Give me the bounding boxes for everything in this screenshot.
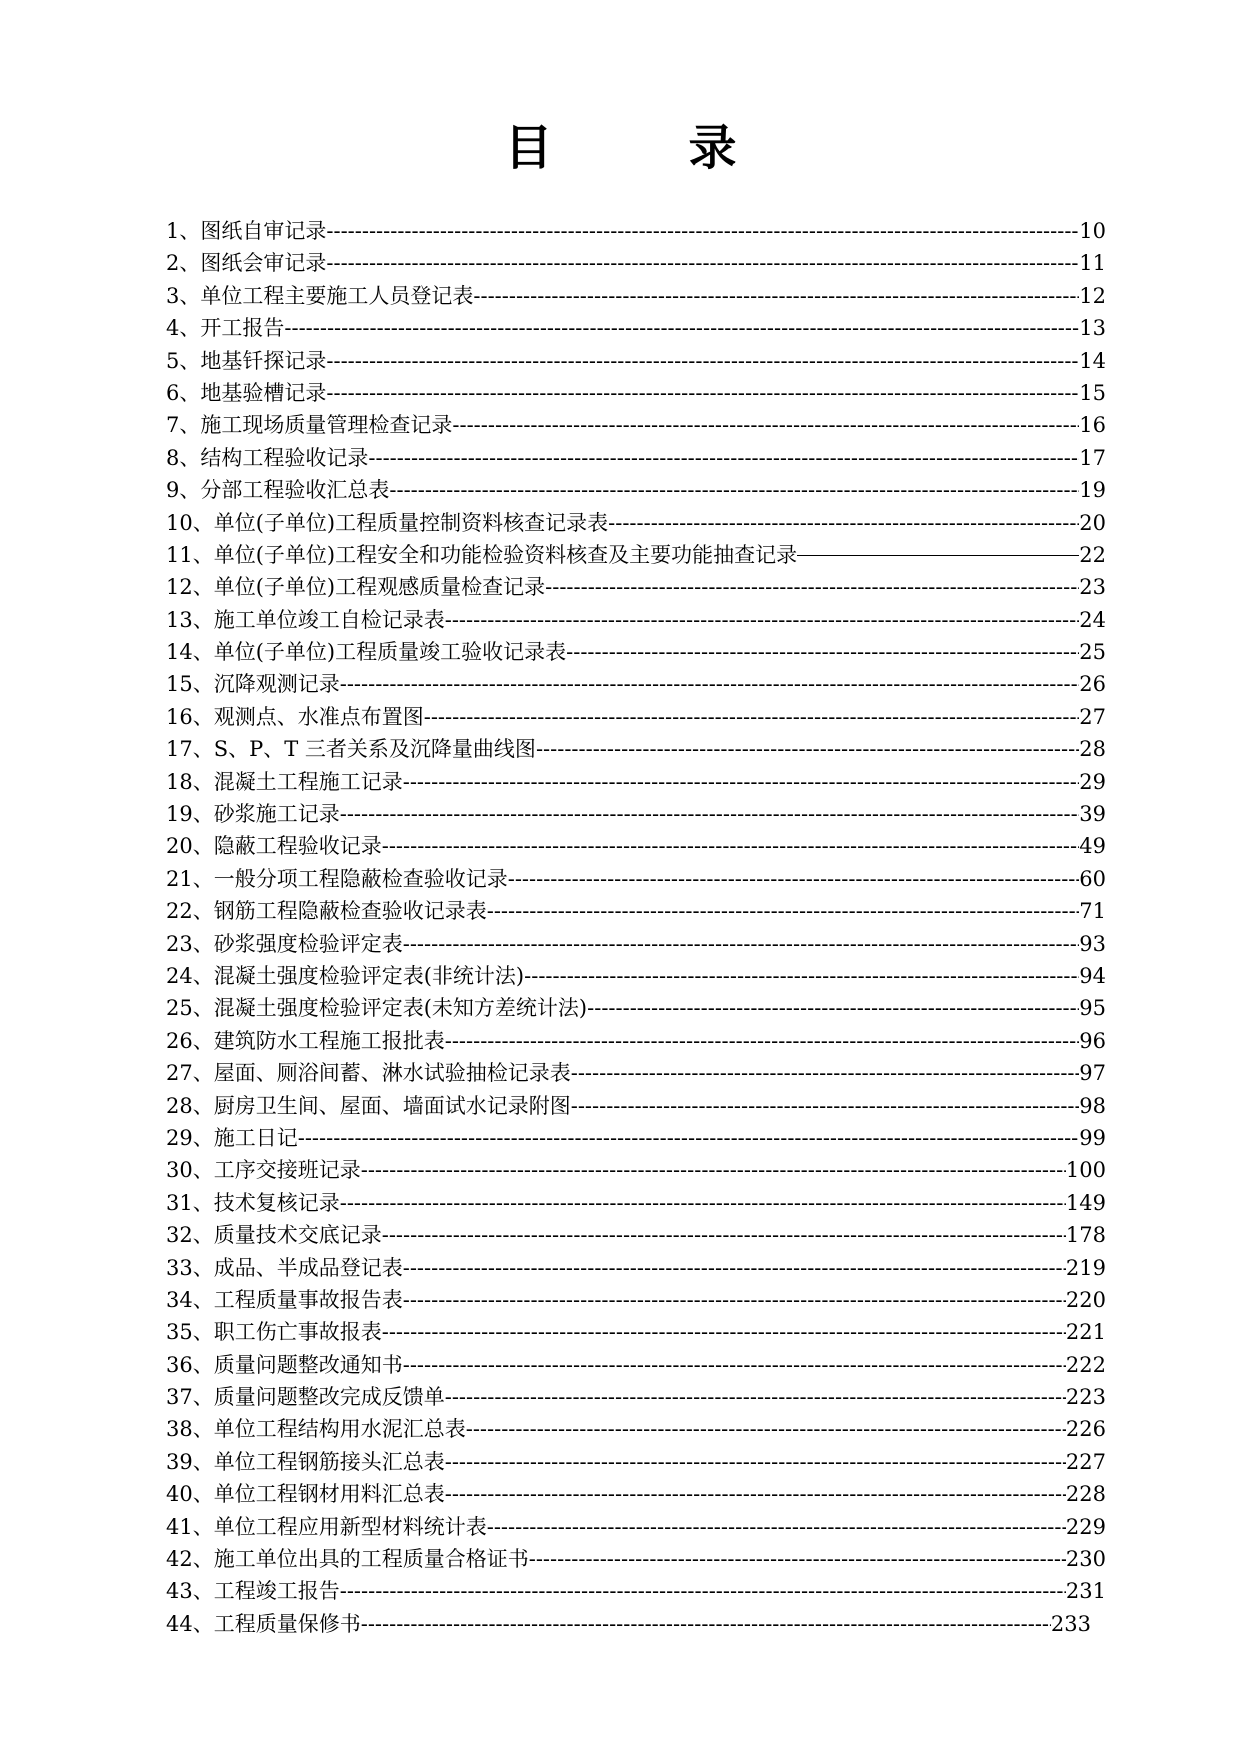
toc-entry — [166, 474, 1106, 506]
toc-entry-page: 99 — [1079, 1125, 1106, 1150]
toc-entry-page: 233 — [1050, 1611, 1091, 1636]
toc-entry-number: 37、 — [166, 1385, 214, 1410]
toc-entry-title: 钢筋工程隐蔽检查验收记录表 — [213, 899, 487, 924]
toc-entry — [166, 1154, 1106, 1186]
toc-entry-number: 42、 — [166, 1547, 214, 1572]
toc-dot-leader — [340, 798, 1080, 830]
toc-dot-leader — [487, 1511, 1066, 1543]
toc-entry-number: 17、 — [166, 737, 214, 762]
toc-entry-number: 4、 — [166, 316, 201, 341]
toc-dot-leader — [340, 668, 1080, 700]
toc-entry-number: 30、 — [166, 1158, 214, 1183]
toc-entry-page: 97 — [1079, 1061, 1106, 1086]
toc-entry-page: 22 — [1079, 542, 1106, 567]
toc-entry — [166, 1122, 1106, 1154]
toc-entry-title: 地基钎探记录 — [200, 348, 327, 373]
toc-entry — [166, 409, 1106, 441]
toc-entry-number: 8、 — [166, 445, 201, 470]
toc-entry — [166, 1349, 1106, 1381]
toc-entry-number: 20、 — [166, 834, 214, 859]
toc-entry-page: 229 — [1065, 1514, 1106, 1539]
toc-entry-page: 231 — [1065, 1579, 1106, 1604]
toc-dot-leader — [403, 928, 1080, 960]
toc-entry-page: 39 — [1079, 802, 1106, 827]
toc-dot-leader — [403, 1284, 1066, 1316]
toc-entry — [166, 895, 1106, 927]
toc-entry-page: 14 — [1079, 348, 1106, 373]
toc-entry — [166, 1478, 1106, 1510]
toc-dot-leader — [298, 1122, 1080, 1154]
toc-entry — [166, 280, 1106, 312]
toc-entry-page: 24 — [1079, 607, 1106, 632]
toc-entry — [166, 830, 1106, 862]
toc-entry-page: 228 — [1065, 1482, 1106, 1507]
toc-entry-page: 219 — [1065, 1255, 1106, 1280]
toc-dot-leader — [340, 1187, 1066, 1219]
toc-entry-number: 3、 — [166, 283, 201, 308]
toc-entry-title: 工程质量事故报告表 — [213, 1287, 403, 1312]
toc-dot-leader — [403, 1252, 1066, 1284]
toc-dot-leader — [382, 1219, 1066, 1251]
toc-entry-title: 单位(子单位)工程质量控制资料核查记录表 — [213, 510, 609, 535]
toc-dot-leader — [529, 1543, 1066, 1575]
toc-entry-page: 178 — [1065, 1223, 1106, 1248]
toc-entry-number: 28、 — [166, 1093, 214, 1118]
toc-entry-page: 17 — [1079, 445, 1106, 470]
toc-entry — [166, 1543, 1106, 1575]
toc-entry — [166, 1413, 1106, 1445]
toc-entry-number: 15、 — [166, 672, 214, 697]
toc-entry-page: 226 — [1065, 1417, 1106, 1442]
toc-dot-leader — [361, 1154, 1066, 1186]
toc-entry-page: 11 — [1079, 251, 1106, 276]
toc-dot-leader — [445, 1381, 1066, 1413]
toc-entry-number: 27、 — [166, 1061, 214, 1086]
toc-entry-number: 32、 — [166, 1223, 214, 1248]
toc-entry-title: 一般分项工程隐蔽检查验收记录 — [213, 866, 508, 891]
toc-entry-title: 混凝土工程施工记录 — [213, 769, 403, 794]
toc-entry — [166, 539, 1106, 571]
toc-entry-title: 分部工程验收汇总表 — [200, 478, 390, 503]
toc-dot-leader — [382, 1316, 1066, 1348]
toc-entry-page: 94 — [1079, 963, 1106, 988]
toc-entry-number: 24、 — [166, 963, 214, 988]
toc-entry-number: 25、 — [166, 996, 214, 1021]
toc-entry-title: 混凝土强度检验评定表(非统计法) — [213, 963, 525, 988]
toc-entry-title: 单位工程钢材用料汇总表 — [213, 1482, 445, 1507]
toc-entry — [166, 1025, 1106, 1057]
toc-entry-title: 单位工程结构用水泥汇总表 — [213, 1417, 466, 1442]
toc-entry-title: 质量问题整改完成反馈单 — [213, 1385, 445, 1410]
toc-entry — [166, 960, 1106, 992]
toc-entry-page: 49 — [1079, 834, 1106, 859]
toc-entry-number: 10、 — [166, 510, 214, 535]
toc-dot-leader — [571, 1090, 1080, 1122]
toc-entry — [166, 1446, 1106, 1478]
toc-dot-leader — [340, 1575, 1066, 1607]
toc-dot-leader — [566, 636, 1079, 668]
toc-entry-title: 工序交接班记录 — [213, 1158, 361, 1183]
toc-entry-title: 隐蔽工程验收记录 — [213, 834, 382, 859]
toc-entry-title: 工程质量保修书 — [213, 1611, 361, 1636]
toc-entry — [166, 604, 1106, 636]
toc-entry — [166, 571, 1106, 603]
toc-entry-title: 砂浆施工记录 — [213, 802, 340, 827]
toc-dot-leader — [608, 507, 1079, 539]
toc-entry-title: 单位(子单位)工程质量竣工验收记录表 — [213, 640, 567, 665]
toc-dot-leader — [361, 1608, 1051, 1640]
toc-entry-title: 质量问题整改通知书 — [213, 1352, 403, 1377]
toc-entry-number: 11、 — [166, 542, 214, 567]
toc-entry-page: 27 — [1079, 704, 1106, 729]
toc-entry-page: 20 — [1079, 510, 1106, 535]
toc-entry-title: 成品、半成品登记表 — [213, 1255, 403, 1280]
toc-entry-number: 9、 — [166, 478, 201, 503]
toc-entry-number: 22、 — [166, 899, 214, 924]
toc-entry — [166, 992, 1106, 1024]
toc-dot-leader — [466, 1413, 1066, 1445]
toc-dot-leader — [445, 1025, 1080, 1057]
toc-entry-title: 开工报告 — [200, 316, 285, 341]
toc-entry — [166, 1575, 1106, 1607]
toc-entry — [166, 507, 1106, 539]
toc-entry — [166, 928, 1106, 960]
toc-dot-leader — [284, 312, 1079, 344]
toc-entry-page: 71 — [1079, 899, 1106, 924]
toc-entry — [166, 345, 1106, 377]
toc-entry-title: 施工现场质量管理检查记录 — [200, 413, 453, 438]
toc-entry-number: 38、 — [166, 1417, 214, 1442]
toc-entry-number: 31、 — [166, 1190, 214, 1215]
toc-dot-leader — [508, 863, 1080, 895]
toc-entry-title: 职工伤亡事故报表 — [213, 1320, 382, 1345]
toc-entry-number: 23、 — [166, 931, 214, 956]
toc-entry-page: 60 — [1079, 866, 1106, 891]
toc-entry-page: 98 — [1079, 1093, 1106, 1118]
toc-entry — [166, 1057, 1106, 1089]
toc-entry-number: 16、 — [166, 704, 214, 729]
toc-entry-page: 28 — [1079, 737, 1106, 762]
toc-entry-page: 222 — [1065, 1352, 1106, 1377]
toc-entry-title: 施工单位出具的工程质量合格证书 — [213, 1547, 529, 1572]
toc-entry-page: 96 — [1079, 1028, 1106, 1053]
toc-entry-number: 26、 — [166, 1028, 214, 1053]
toc-entry-page: 13 — [1079, 316, 1106, 341]
toc-entry-title: 单位工程应用新型材料统计表 — [213, 1514, 487, 1539]
toc-entry-title: 单位(子单位)工程观感质量检查记录 — [213, 575, 546, 600]
toc-entry-page: 221 — [1065, 1320, 1106, 1345]
toc-entry-page: 227 — [1065, 1449, 1106, 1474]
toc-entry-title: 技术复核记录 — [213, 1190, 340, 1215]
toc-entry-number: 5、 — [166, 348, 201, 373]
toc-entry-number: 18、 — [166, 769, 214, 794]
toc-entry-page: 29 — [1079, 769, 1106, 794]
toc-entry-title: 工程竣工报告 — [213, 1579, 340, 1604]
toc-entry-number: 43、 — [166, 1579, 214, 1604]
toc-entry-title: 厨房卫生间、屋面、墙面试水记录附图 — [213, 1093, 571, 1118]
toc-dot-leader — [797, 555, 1079, 556]
toc-entry-title: 图纸自审记录 — [200, 219, 327, 243]
toc-dot-leader — [473, 280, 1079, 312]
toc-dot-leader — [524, 960, 1079, 992]
toc-entry-page: 220 — [1065, 1287, 1106, 1312]
toc-dot-leader — [326, 215, 1079, 247]
toc-entry-number: 36、 — [166, 1352, 214, 1377]
toc-entry-title: 建筑防水工程施工报批表 — [213, 1028, 445, 1053]
toc-entry — [166, 1316, 1106, 1348]
toc-entry-title: 单位工程钢筋接头汇总表 — [213, 1449, 445, 1474]
toc-entry-number: 44、 — [166, 1611, 214, 1636]
table-of-contents — [166, 215, 1106, 1640]
toc-entry-title: 混凝土强度检验评定表(未知方差统计法) — [213, 996, 588, 1021]
toc-entry — [166, 668, 1106, 700]
toc-entry — [166, 701, 1106, 733]
toc-dot-leader — [326, 247, 1079, 279]
toc-entry-page: 15 — [1079, 380, 1106, 405]
toc-dot-leader — [445, 604, 1080, 636]
toc-dot-leader — [571, 1057, 1080, 1089]
toc-entry — [166, 1252, 1106, 1284]
toc-entry-number: 29、 — [166, 1125, 214, 1150]
toc-entry — [166, 798, 1106, 830]
toc-entry-number: 41、 — [166, 1514, 214, 1539]
toc-dot-leader — [445, 1478, 1066, 1510]
toc-entry-number: 14、 — [166, 640, 214, 665]
toc-dot-leader — [445, 1446, 1066, 1478]
toc-entry-page: 25 — [1079, 640, 1106, 665]
toc-dot-leader — [326, 377, 1079, 409]
toc-entry — [166, 766, 1106, 798]
toc-entry — [166, 442, 1106, 474]
toc-entry — [166, 247, 1106, 279]
toc-entry — [166, 1219, 1106, 1251]
toc-entry — [166, 1187, 1106, 1219]
toc-entry-title: 单位(子单位)工程安全和功能检验资料核查及主要功能抽查记录 — [213, 542, 798, 567]
toc-dot-leader — [487, 895, 1080, 927]
toc-entry-title: 地基验槽记录 — [200, 380, 327, 405]
toc-dot-leader — [368, 442, 1079, 474]
toc-entry-page: 10 — [1079, 219, 1106, 243]
toc-dot-leader — [403, 1349, 1066, 1381]
toc-dot-leader — [452, 409, 1079, 441]
toc-entry-number: 2、 — [166, 251, 201, 276]
toc-entry — [166, 863, 1106, 895]
toc-entry-title: 屋面、厕浴间蓄、淋水试验抽检记录表 — [213, 1061, 571, 1086]
toc-entry-number: 33、 — [166, 1255, 214, 1280]
toc-entry — [166, 1284, 1106, 1316]
toc-dot-leader — [424, 701, 1080, 733]
toc-entry-number: 12、 — [166, 575, 214, 600]
toc-entry-title: 砂浆强度检验评定表 — [213, 931, 403, 956]
toc-dot-leader — [326, 345, 1079, 377]
toc-entry-number: 6、 — [166, 380, 201, 405]
toc-entry-number: 40、 — [166, 1482, 214, 1507]
toc-entry-title: 沉降观测记录 — [213, 672, 340, 697]
toc-entry-number: 1、 — [166, 219, 201, 243]
toc-entry-number: 7、 — [166, 413, 201, 438]
toc-entry-page: 19 — [1079, 478, 1106, 503]
toc-entry — [166, 636, 1106, 668]
page-title: 目 录 — [504, 120, 781, 176]
toc-entry-page: 12 — [1079, 283, 1106, 308]
toc-entry-number: 39、 — [166, 1449, 214, 1474]
toc-entry-number: 34、 — [166, 1287, 214, 1312]
toc-entry-number: 19、 — [166, 802, 214, 827]
toc-entry-page: 230 — [1065, 1547, 1106, 1572]
toc-entry-page: 100 — [1065, 1158, 1106, 1183]
toc-entry-page: 93 — [1079, 931, 1106, 956]
toc-entry-title: 施工单位竣工自检记录表 — [213, 607, 445, 632]
toc-dot-leader — [545, 571, 1079, 603]
toc-entry-number: 21、 — [166, 866, 214, 891]
toc-entry-number: 35、 — [166, 1320, 214, 1345]
toc-entry-title: S、P、T 三者关系及沉降量曲线图 — [213, 737, 536, 762]
toc-entry-page: 95 — [1079, 996, 1106, 1021]
toc-dot-leader — [382, 830, 1080, 862]
toc-entry — [166, 1511, 1106, 1543]
toc-dot-leader — [587, 992, 1079, 1024]
toc-entry-title: 施工日记 — [213, 1125, 298, 1150]
toc-entry-page: 23 — [1079, 575, 1106, 600]
toc-entry — [166, 377, 1106, 409]
toc-dot-leader — [389, 474, 1079, 506]
toc-entry-title: 单位工程主要施工人员登记表 — [200, 283, 474, 308]
toc-entry-page: 16 — [1079, 413, 1106, 438]
toc-entry — [166, 733, 1106, 765]
toc-entry — [166, 1608, 1091, 1640]
toc-entry — [166, 1381, 1106, 1413]
toc-entry — [166, 215, 1106, 247]
toc-entry — [166, 1090, 1106, 1122]
toc-entry-number: 13、 — [166, 607, 214, 632]
toc-entry-page: 223 — [1065, 1385, 1106, 1410]
toc-dot-leader — [403, 766, 1080, 798]
toc-entry — [166, 312, 1106, 344]
toc-entry-title: 观测点、水准点布置图 — [213, 704, 424, 729]
toc-entry-page: 149 — [1065, 1190, 1106, 1215]
toc-entry-title: 质量技术交底记录 — [213, 1223, 382, 1248]
toc-entry-title: 图纸会审记录 — [200, 251, 327, 276]
toc-dot-leader — [536, 733, 1079, 765]
toc-entry-title: 结构工程验收记录 — [200, 445, 369, 470]
toc-entry-page: 26 — [1079, 672, 1106, 697]
